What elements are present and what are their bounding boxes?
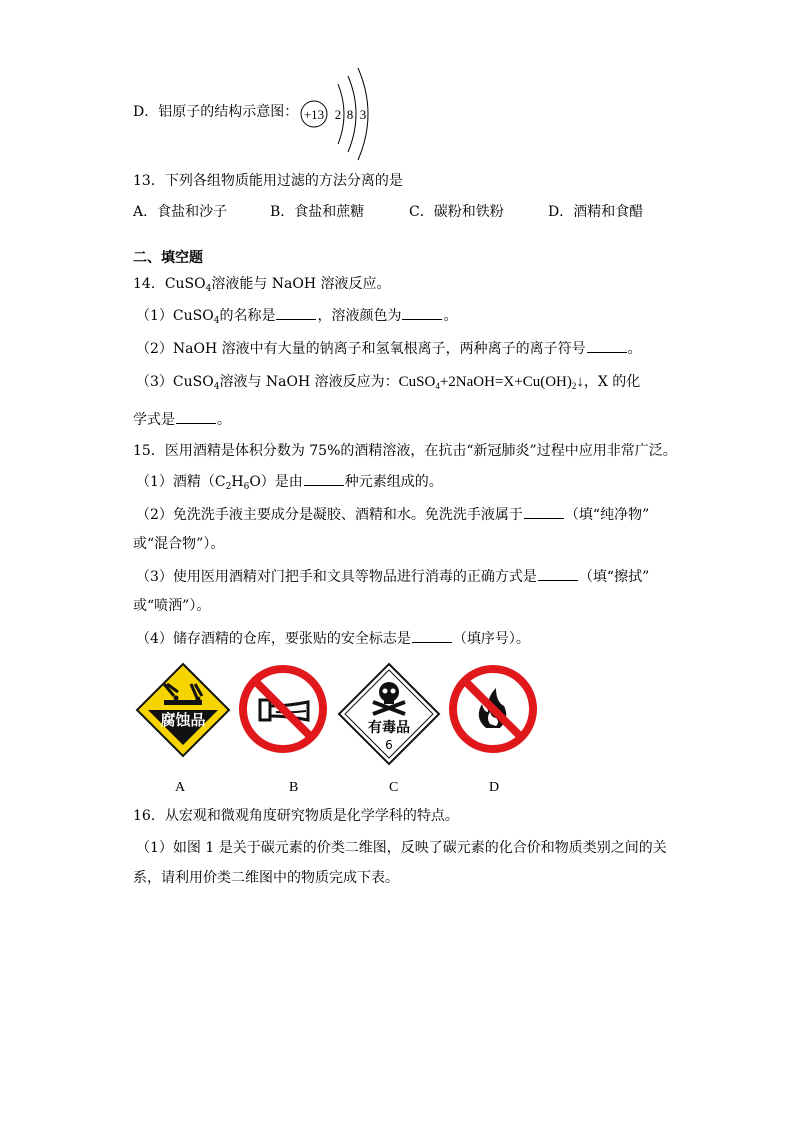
q14-part3-cont [133, 409, 231, 430]
aluminum-atom-diagram [298, 62, 378, 162]
q14-p1-sub: 4 [213, 316, 220, 326]
q14-p3-d: 学式是 [133, 412, 175, 428]
answer-blank[interactable] [412, 628, 452, 643]
answer-blank[interactable] [276, 305, 316, 320]
answer-blank[interactable] [402, 305, 442, 320]
q14-p3-c: ，X 的化 [583, 374, 641, 390]
q13-option-a: A．食盐和沙子 [133, 204, 228, 220]
q14-p3-sub: 4 [213, 382, 220, 392]
q15-p1-b: H [231, 474, 244, 490]
q13-option-b: B．食盐和蔗糖 [270, 204, 365, 220]
corrosive-sign-text: 腐蚀品 [160, 711, 206, 729]
q15-p3-a: （3）使用医用酒精对门把手和文具等物品进行消毒的正确方式是 [136, 569, 537, 585]
reaction-equation [399, 374, 584, 390]
q14-p3-b: 溶液与 NaOH 溶液反应为： [219, 374, 399, 390]
q12-option-d-text: D．铝原子的结构示意图： [133, 104, 299, 120]
q14-part1 [136, 305, 457, 326]
q14-p2-b: 。 [627, 341, 642, 357]
no-fire-sign-icon [446, 662, 540, 756]
toxic-sign-text: 有毒品 [368, 720, 410, 736]
q14-part2 [136, 338, 642, 359]
q15-part3 [136, 566, 649, 587]
eq-sub-2: 2 [571, 381, 577, 391]
q15-p3-b: （填“擦拭” [578, 569, 650, 585]
sign-label-c: C [389, 780, 399, 795]
q15-p1-sub1: 2 [225, 482, 232, 492]
eq-precipitate-arrow: ↓ [576, 374, 584, 390]
q13-options [133, 202, 693, 222]
sign-label-b: B [289, 780, 299, 795]
nucleus-charge: +13 [303, 107, 325, 122]
shell-1-electrons: 2 [334, 107, 342, 122]
q16-part1: （1）如图 1 是关于碳元素的价类二维图，反映了碳元素的化合价和物质类别之间的关 [136, 840, 667, 856]
q15-p2-b: （填“纯净物” [564, 507, 650, 523]
answer-blank[interactable] [304, 471, 344, 486]
q14-p3-a: （3）CuSO [136, 374, 214, 390]
q12-option-d [133, 102, 298, 122]
q15-p1-d: 种元素组成的。 [344, 474, 443, 490]
q15-p4-a: （4）储存酒精的仓库，要张贴的安全标志是 [136, 631, 411, 647]
shell-3-electrons: 3 [359, 107, 367, 122]
sign-label-d: D [489, 780, 500, 795]
q16-part1-cont: 系，请利用价类二维图中的物质完成下表。 [133, 870, 399, 886]
answer-blank[interactable] [538, 566, 578, 581]
sign-label-a: A [175, 780, 186, 795]
q14-p2-a: （2）NaOH 溶液中有大量的钠离子和氢氧根离子，两种离子的离子符号 [136, 341, 586, 357]
q14-stem [133, 274, 391, 294]
q14-p1-d: 。 [443, 308, 458, 324]
q13-option-c: C．碳粉和铁粉 [409, 204, 504, 220]
q14-part3 [136, 372, 640, 392]
eq-sub-1: 4 [435, 381, 440, 391]
q14-stem-b: 溶液能与 NaOH 溶液反应。 [211, 276, 391, 292]
toxic-sign-number: 6 [385, 738, 393, 752]
q15-part1 [136, 471, 443, 492]
q15-part2 [136, 504, 649, 525]
q14-stem-a: 14．CuSO [133, 276, 206, 292]
shell-2-electrons: 8 [346, 107, 354, 122]
section-title: 二、填空题 [133, 250, 203, 266]
q14-p1-a: （1）CuSO [136, 308, 214, 324]
q13-option-d: D．酒精和食醋 [548, 204, 644, 220]
eq-part-b: +2NaOH=X+Cu(OH) [439, 374, 572, 390]
q15-p4-b: （填序号）。 [452, 631, 530, 647]
toxic-sign-icon [337, 662, 441, 766]
answer-blank[interactable] [587, 338, 627, 353]
q15-p1-a: （1）酒精（C [136, 474, 226, 490]
q15-part3-cont: 或“喷洒”）。 [133, 598, 211, 614]
answer-blank[interactable] [176, 409, 216, 424]
eq-part-a: CuSO [398, 374, 436, 390]
q14-p3-e: 。 [217, 412, 231, 428]
q15-p1-c: O）是由 [249, 474, 303, 490]
q16-stem: 16．从宏观和微观角度研究物质是化学学科的特点。 [133, 808, 459, 824]
q15-stem: 15．医用酒精是体积分数为 75%的酒精溶液，在抗击“新冠肺炎”过程中应用非常广泛。 [133, 443, 677, 459]
q14-p1-b: 的名称是 [219, 308, 276, 324]
no-horn-sign-icon [236, 662, 330, 756]
q14-p1-c: ，溶液颜色为 [317, 308, 402, 324]
corrosive-sign-icon [134, 662, 232, 758]
q13-stem: 13．下列各组物质能用过滤的方法分离的是 [133, 173, 403, 189]
q15-p2-a: （2）免洗洗手液主要成分是凝胶、酒精和水。免洗洗手液属于 [136, 507, 523, 523]
answer-blank[interactable] [524, 504, 564, 519]
q15-part2-cont: 或“混合物”）。 [133, 536, 225, 552]
q15-part4 [136, 628, 530, 649]
q15-p1-sub2: 6 [243, 482, 250, 492]
q14-stem-sub: 4 [205, 284, 212, 294]
